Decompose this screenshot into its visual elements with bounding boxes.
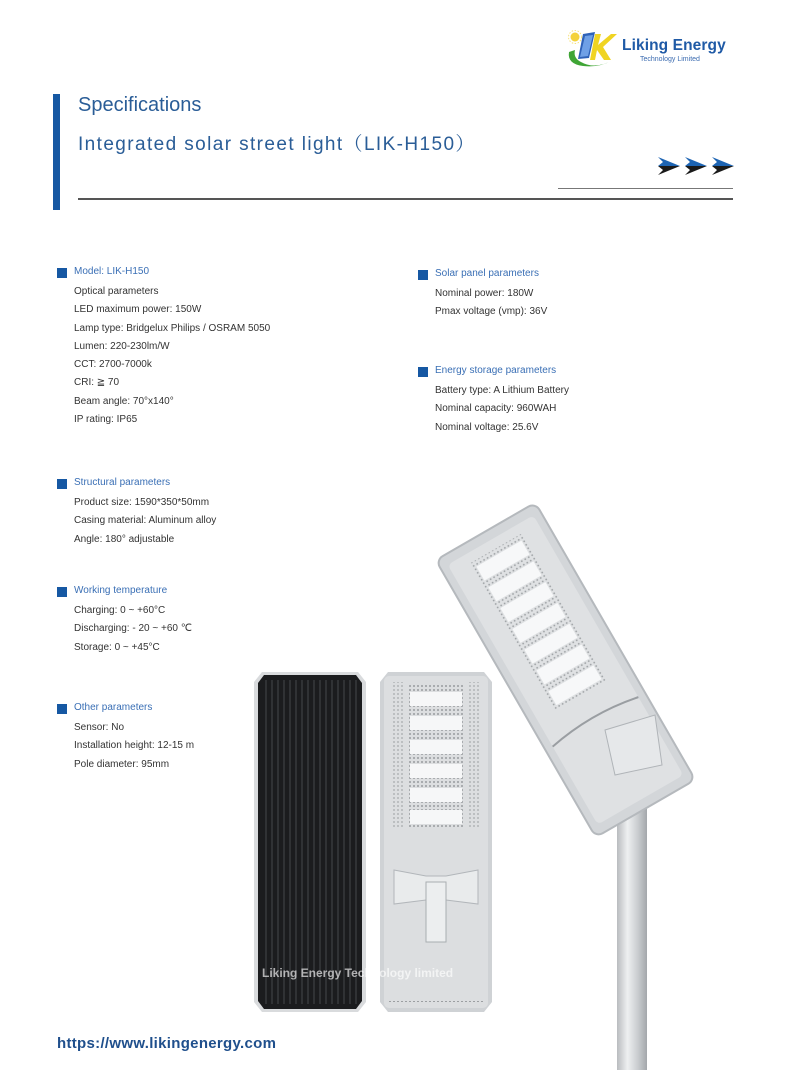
logo-company-name: Liking Energy	[622, 37, 726, 54]
spec-line: Lamp type: Bridgelux Philips / OSRAM 5050	[74, 322, 271, 334]
header-accent-bar	[53, 94, 60, 210]
spec-line: Nominal capacity: 960WAH	[435, 403, 557, 415]
section-heading	[57, 701, 194, 719]
section-heading-text: Model: LIK-H150	[74, 266, 150, 277]
spec-line: Optical parameters	[74, 286, 159, 297]
spec-line: Pole diameter: 95mm	[74, 758, 170, 770]
spec-line: Nominal power: 180W	[435, 288, 534, 299]
header-divider	[78, 198, 733, 200]
section-heading	[57, 476, 216, 494]
square-bullet-icon	[57, 587, 67, 597]
section-heading	[57, 265, 270, 283]
product-title: Integrated solar street light（LIK-H150）	[78, 134, 476, 155]
logo-subtitle: Technology Limited	[640, 56, 700, 63]
solar-panel-view-image	[254, 672, 366, 1012]
square-bullet-icon	[57, 479, 67, 489]
spec-line: Casing material: Aluminum alloy	[74, 515, 217, 527]
section-working-temperature	[57, 584, 192, 657]
section-solar-panel	[418, 267, 547, 322]
website-link[interactable]: https://www.likingenergy.com	[57, 1035, 277, 1052]
spec-line: LED maximum power: 150W	[74, 304, 202, 316]
section-model	[57, 265, 270, 429]
section-heading-text: Other parameters	[74, 702, 153, 713]
square-bullet-icon	[418, 270, 428, 280]
section-heading-text: Energy storage parameters	[435, 365, 557, 376]
spec-line: IP rating: IP65	[74, 414, 138, 426]
section-heading	[418, 364, 569, 382]
spec-line: Sensor: No	[74, 722, 125, 733]
spec-line: Discharging: - 20 ~ +60 ℃	[74, 623, 192, 635]
square-bullet-icon	[57, 268, 67, 278]
image-watermark: Liking Energy Technology limited	[262, 966, 454, 980]
section-heading	[418, 267, 547, 285]
spec-line: Beam angle: 70°x140°	[74, 395, 174, 407]
company-logo	[565, 28, 745, 72]
spec-line: Installation height: 12-15 m	[74, 740, 195, 752]
header-divider-short	[558, 188, 733, 189]
section-heading-text: Structural parameters	[74, 477, 171, 488]
spec-line: Nominal voltage: 25.6V	[435, 421, 539, 433]
triple-right-arrow-icon	[656, 155, 734, 177]
section-heading-text: Solar panel parameters	[435, 268, 539, 279]
spec-line: Pmax voltage (vmp): 36V	[435, 306, 548, 318]
section-structural	[57, 476, 216, 549]
spec-line: Lumen: 220-230lm/W	[74, 340, 170, 352]
led-bottom-view-image	[380, 672, 492, 1012]
spec-line: Angle: 180° adjustable	[74, 533, 175, 545]
spec-line: Storage: 0 ~ +45°C	[74, 641, 160, 653]
section-heading	[57, 584, 192, 602]
logo-mark-icon	[565, 28, 621, 72]
spec-line: Product size: 1590*350*50mm	[74, 497, 210, 508]
spec-line: Charging: 0 ~ +60°C	[74, 605, 166, 616]
spec-line: Battery type: A Lithium Battery	[435, 385, 569, 396]
section-other-parameters	[57, 701, 194, 774]
section-energy-storage	[418, 364, 569, 437]
section-heading-text: Working temperature	[74, 585, 168, 596]
page-title: Specifications	[78, 94, 202, 116]
square-bullet-icon	[57, 704, 67, 714]
spec-line: CRI: ≧ 70	[74, 377, 120, 389]
square-bullet-icon	[418, 367, 428, 377]
spec-line: CCT: 2700-7000k	[74, 359, 152, 371]
